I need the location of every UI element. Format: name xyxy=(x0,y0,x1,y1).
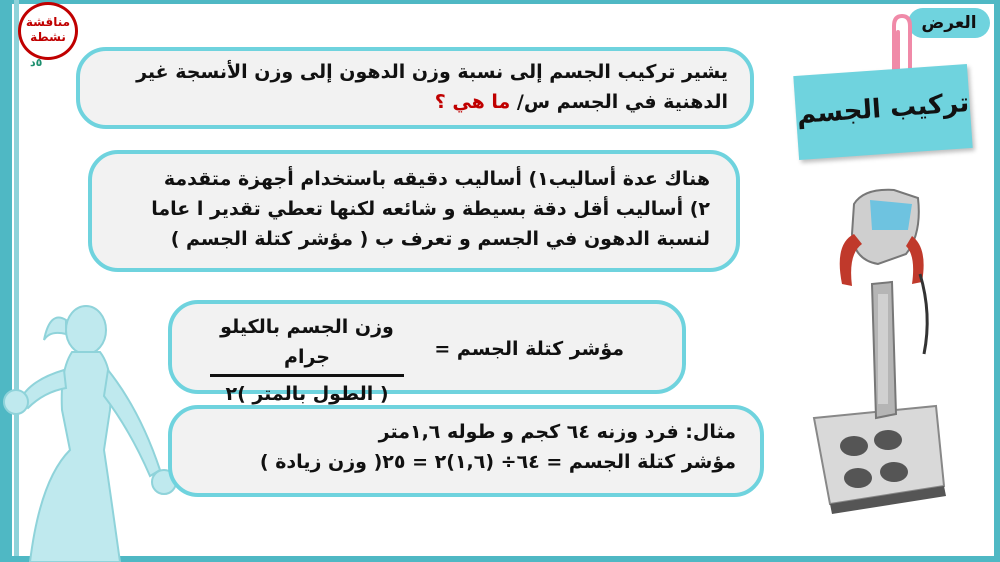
fraction-bar xyxy=(210,374,404,377)
methods-box xyxy=(88,150,740,272)
example-box xyxy=(168,405,764,497)
definition-line-2-text: الدهنية في الجسم س/ xyxy=(510,91,728,113)
formula-lhs: مؤشر كتلة الجسم = xyxy=(434,338,624,360)
methods-line-2: ٢) أساليب أقل دقة بسيطة و شائعه لكنها تعطي تقدير ا عاما xyxy=(151,198,710,220)
badge-duration: ٥د xyxy=(30,56,43,69)
badge-label-line1: مناقشة xyxy=(25,15,71,29)
frame-top-bar xyxy=(0,0,1000,4)
activity-badge xyxy=(18,2,78,60)
formula-fraction xyxy=(202,312,412,409)
definition-box xyxy=(76,47,754,129)
formula-denominator: ( الطول بالمتر )٢ xyxy=(225,383,389,405)
methods-line-1: هناك عدة أساليب١) أساليب دقيقه باستخدام أجهزة متقدمة xyxy=(163,168,710,190)
bmi-formula-box xyxy=(168,300,686,405)
section-tab: العرض xyxy=(908,8,990,38)
frame-right-bar xyxy=(994,0,1000,562)
example-line-1: مثال: فرد وزنه ٦٤ كجم و طوله ١,٦متر xyxy=(378,421,736,443)
body-composition-analyzer-image xyxy=(794,174,966,518)
definition-question: ما هي ؟ xyxy=(434,91,511,113)
formula-numerator: وزن الجسم بالكيلو جرام xyxy=(220,316,394,368)
badge-label-line2: نشطة xyxy=(30,30,66,44)
definition-line-1: يشير تركيب الجسم إلى نسبة وزن الدهون إلى وزن الأنسجة غير xyxy=(136,61,728,83)
definition-line-2 xyxy=(102,87,728,117)
methods-line-3: لنسبة الدهون في الجسم و تعرف ب ( مؤشر كتلة الجسم ) xyxy=(170,228,710,250)
fitness-woman-silhouette xyxy=(0,300,190,562)
example-line-2: مؤشر كتلة الجسم = ٦٤÷ (١,٦)٢ = ٢٥( وزن زيادة ) xyxy=(259,451,736,473)
slide-title: تركيب الجسم xyxy=(795,88,971,130)
